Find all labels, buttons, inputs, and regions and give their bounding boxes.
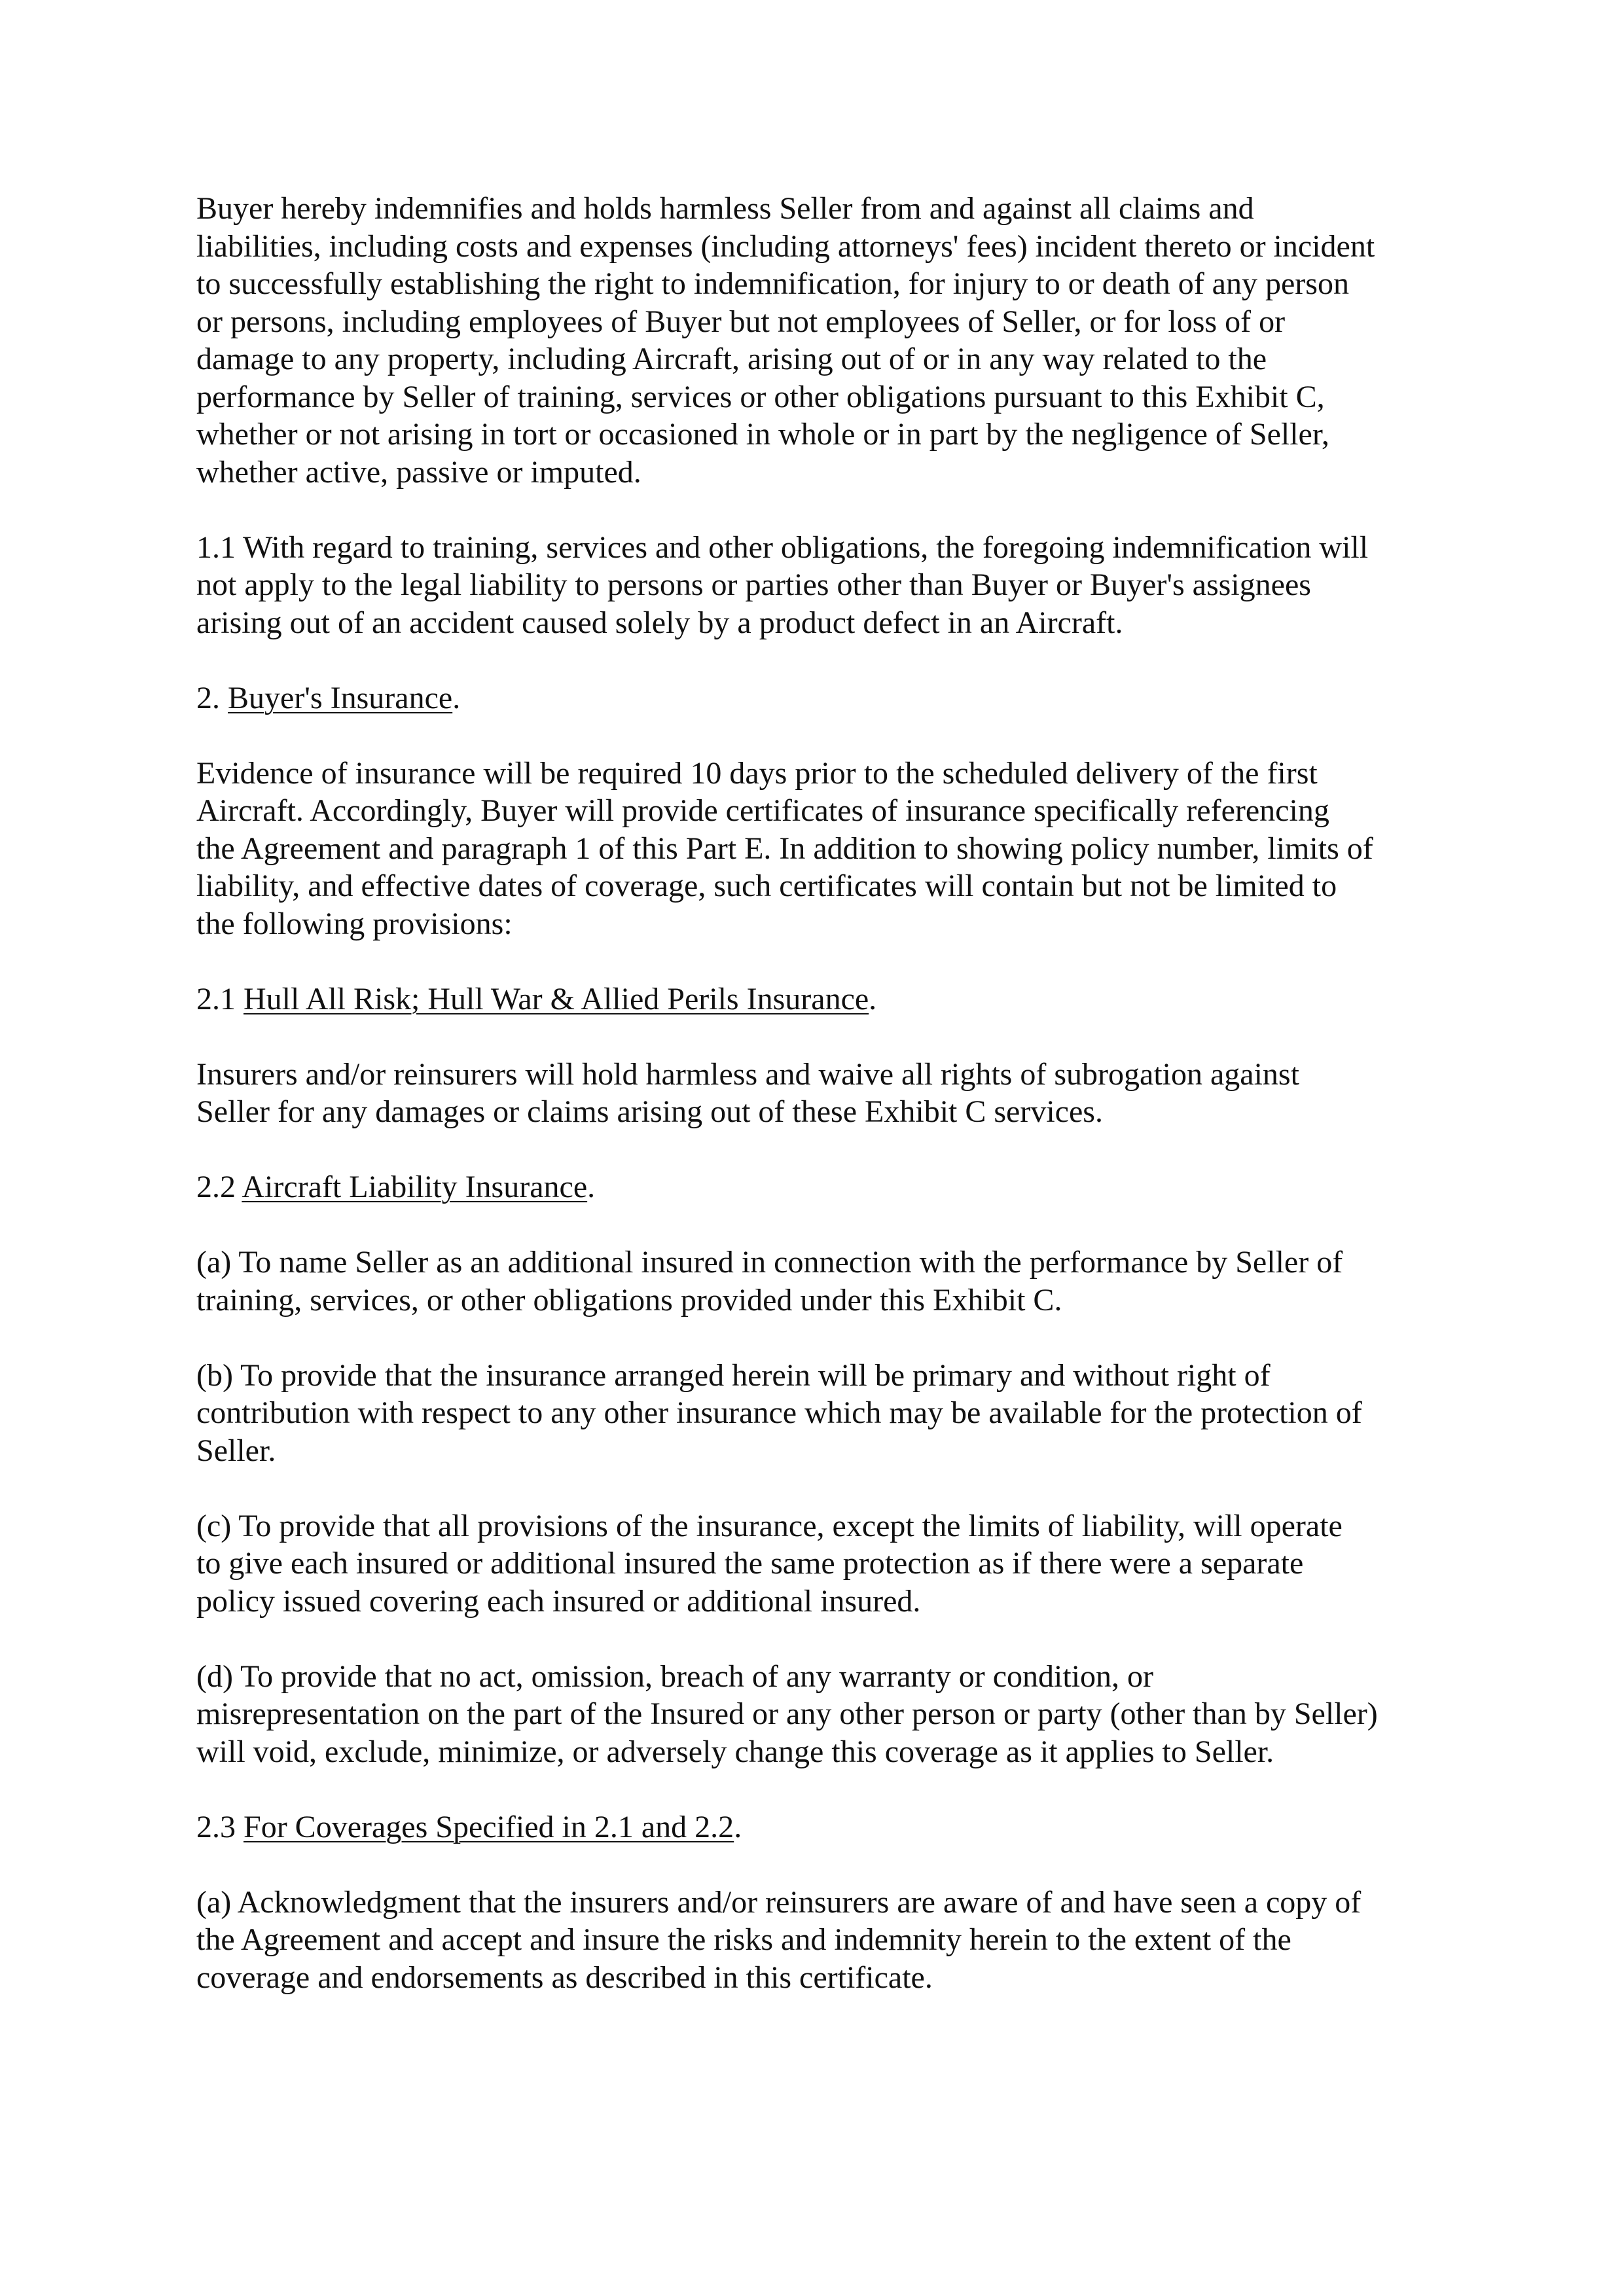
- spacer: [196, 1846, 1440, 1884]
- spacer: [196, 1469, 1440, 1507]
- section-2-3-number: 2.3: [196, 1809, 244, 1844]
- spacer: [196, 1620, 1440, 1658]
- spacer: [196, 717, 1440, 755]
- clause-c-paragraph: (c) To provide that all provisions of the insurance, except the limits of liability, will operate to give each insured or additional insured the same protection as if there were a separate policy issued covering each insured or additional insured.: [196, 1508, 1343, 1619]
- section-2-1-title: Hull All Risk; Hull War & Allied Perils Insurance: [244, 981, 869, 1016]
- section-2-title: Buyer's Insurance: [228, 680, 453, 715]
- spacer: [196, 942, 1440, 980]
- section-2-2-period: .: [587, 1170, 596, 1204]
- section-2-1-heading: [196, 980, 1440, 1018]
- spacer: [196, 1131, 1440, 1169]
- section-1-1-paragraph: 1.1 With regard to training, services and other obligations, the foregoing indemnification will not apply to the legal liability to persons or parties other than Buyer or Buyer's assignees arising out of an accident caused solely by a product defect in an Aircraft.: [196, 529, 1369, 640]
- section-2-1-period: .: [869, 981, 877, 1016]
- indemnity-paragraph: Buyer hereby indemnifies and holds harmless Seller from and against all claims and liabilities, including costs and expenses (including attorneys' fees) incident thereto or incident to successfully establishing the right to indemnification, for injury to or death of any person or persons, including employees of Buyer but not employees of Seller, or for loss of or damage to any property, including Aircraft, arising out of or in any way related to the performance by Seller of training, services or other obligations pursuant to this Exhibit C, whether or not arising in tort or occasioned in whole or in part by the negligence of Seller, whether active, passive or imputed.: [196, 191, 1375, 490]
- section-2-2-title: Aircraft Liability Insurance: [242, 1170, 588, 1204]
- spacer: [196, 1206, 1440, 1244]
- subrogation-paragraph: Insurers and/or reinsurers will hold harmless and waive all rights of subrogation against Seller for any damages or claims arising out of these Exhibit C services.: [196, 1056, 1299, 1129]
- section-2-2-heading: [196, 1168, 1440, 1206]
- evidence-of-insurance-paragraph: Evidence of insurance will be required 10 days prior to the scheduled delivery of the first Aircraft. Accordingly, Buyer will provide certificates of insurance specifically referencing the Agreement and paragraph 1 of this Part E. In addition to showing policy number, limits of liability, and effective dates of coverage, such certificates will contain but not be limited to the following provisions:: [196, 755, 1373, 941]
- section-2-2-number: 2.2: [196, 1170, 242, 1204]
- spacer: [196, 491, 1440, 529]
- clause-a-paragraph: (a) To name Seller as an additional insured in connection with the performance by Seller of training, services, or other obligations provided under this Exhibit C.: [196, 1245, 1343, 1318]
- spacer: [196, 641, 1440, 679]
- section-2-heading: [196, 679, 1440, 717]
- section-2-3-title: For Coverages Specified in 2.1 and 2.2: [244, 1809, 734, 1844]
- clause-d-paragraph: (d) To provide that no act, omission, breach of any warranty or condition, or misrepresentation on the part of the Insured or any other person or party (other than by Seller) will void, exclude, minimize, or adversely change this coverage as it applies to Seller.: [196, 1659, 1378, 1769]
- acknowledgment-paragraph: (a) Acknowledgment that the insurers and/or reinsurers are aware of and have seen a copy of the Agreement and accept and insure the risks and indemnity herein to the extent of the coverage and endorsements as described in this certificate.: [196, 1884, 1362, 1995]
- section-2-3-period: .: [734, 1809, 742, 1844]
- spacer: [196, 1770, 1440, 1808]
- document-body: [196, 190, 1440, 1996]
- section-2-3-heading: [196, 1808, 1440, 1846]
- clause-b-paragraph: (b) To provide that the insurance arranged herein will be primary and without right of contribution with respect to any other insurance which may be available for the protection of Seller.: [196, 1357, 1362, 1468]
- section-2-number: 2.: [196, 680, 228, 715]
- section-2-1-number: 2.1: [196, 981, 244, 1016]
- section-2-period: .: [452, 680, 461, 715]
- spacer: [196, 1319, 1440, 1357]
- spacer: [196, 1018, 1440, 1056]
